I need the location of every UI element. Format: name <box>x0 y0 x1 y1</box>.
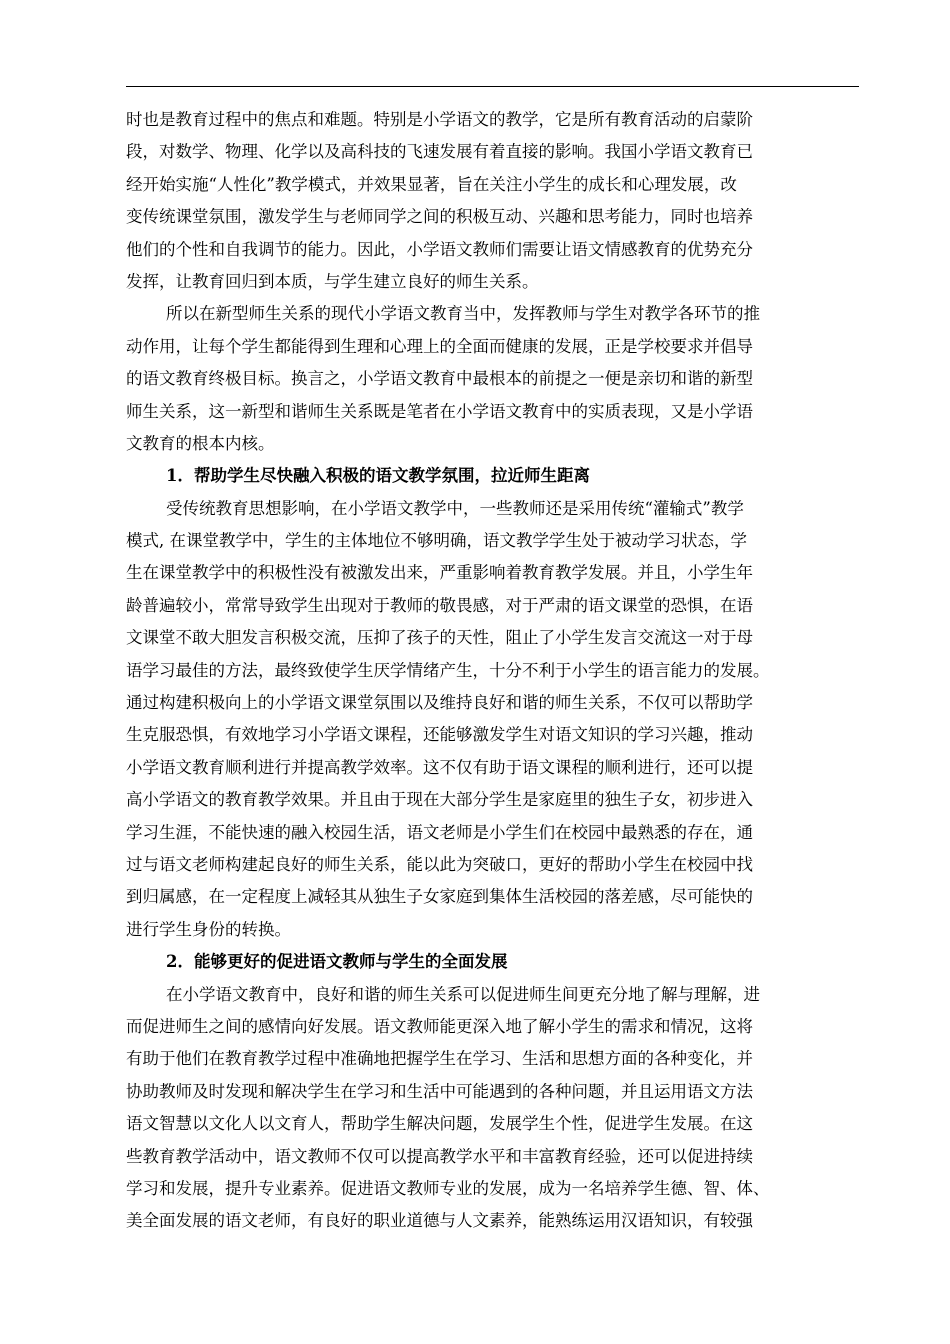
paragraph-2 <box>126 298 859 460</box>
text-line: 段，对数学、物理、化学以及高科技的飞速发展有着直接的影响。我国小学语文教育已 <box>126 142 753 162</box>
text-line: 模式, 在课堂教学中，学生的主体地位不够明确，语文教学学生处于被动学习状态，学 <box>126 531 747 551</box>
text-line: 师生关系，这一新型和谐师生关系既是笔者在小学语文教育中的实质表现，又是小学语 <box>126 401 753 421</box>
text-line: 而促进师生之间的感情向好发展。语文教师能更深入地了解小学生的需求和情况，这将 <box>126 1016 753 1036</box>
text-line: 协助教师及时发现和解决学生在学习和生活中可能遇到的各种问题，并且运用语文方法 <box>126 1081 753 1101</box>
text-line: 美全面发展的语文老师，有良好的职业道德与人文素养，能熟练运用汉语知识，有较强 <box>126 1211 753 1231</box>
section-heading-text: 1．帮助学生尽快融入积极的语文教学氛围，拉近师生距离 <box>166 466 590 486</box>
paragraph-1 <box>126 104 859 298</box>
text-line: 些教育教学活动中，语文教师不仅可以提高教学水平和丰富教育经验，还可以促进持续 <box>126 1146 753 1166</box>
text-line: 生在课堂教学中的积极性没有被激发出来，严重影响着教育教学发展。并且，小学生年 <box>126 563 753 583</box>
document-body <box>126 104 859 1238</box>
text-line: 学习生涯，不能快速的融入校园生活，语文老师是小学生们在校园中最熟悉的存在，通 <box>126 822 753 842</box>
text-line: 在小学语文教育中，良好和谐的师生关系可以促进师生间更充分地了解与理解，进 <box>166 984 760 1004</box>
text-line: 过与语文老师构建起良好的师生关系，能以此为突破口，更好的帮助小学生在校园中找 <box>126 854 753 874</box>
text-line: 小学语文教育顺利进行并提高教学效率。这不仅有助于语文课程的顺利进行，还可以提 <box>126 757 753 777</box>
text-line: 语学习最佳的方法，最终致使学生厌学情绪产生，十分不利于小学生的语言能力的发展。 <box>126 660 770 680</box>
section-heading-1 <box>126 460 859 492</box>
text-line: 动作用，让每个学生都能得到生理和心理上的全面而健康的发展，正是学校要求并倡导 <box>126 336 753 356</box>
text-line: 时也是教育过程中的焦点和难题。特别是小学语文的教学，它是所有教育活动的启蒙阶 <box>126 110 753 129</box>
text-line: 经开始实施“人性化”教学模式，并效果显著，旨在关注小学生的成长和心理发展，改 <box>126 174 737 194</box>
text-line: 通过构建积极向上的小学语文课堂氛围以及维持良好和谐的师生关系，不仅可以帮助学 <box>126 693 753 713</box>
text-line: 进行学生身份的转换。 <box>126 919 291 939</box>
text-line: 的语文教育终极目标。换言之，小学语文教育中最根本的前提之一便是亲切和谐的新型 <box>126 369 753 389</box>
text-line: 生克服恐惧，有效地学习小学语文课程，还能够激发学生对语文知识的学习兴趣，推动 <box>126 725 753 745</box>
text-line: 语文智慧以文化人以文育人，帮助学生解决问题，发展学生个性，促进学生发展。在这 <box>126 1114 753 1134</box>
text-line: 发挥，让教育回归到本质，与学生建立良好的师生关系。 <box>126 271 539 291</box>
text-line: 文教育的根本内核。 <box>126 433 275 453</box>
text-line: 龄普遍较小，常常导致学生出现对于教师的敬畏感，对于严肃的语文课堂的恐惧，在语 <box>126 595 753 615</box>
section-heading-2 <box>126 946 859 978</box>
text-line: 所以在新型师生关系的现代小学语文教育当中，发挥教师与学生对教学各环节的推 <box>166 304 760 324</box>
text-line: 有助于他们在教育教学过程中准确地把握学生在学习、生活和思想方面的各种变化，并 <box>126 1049 753 1069</box>
text-line: 变传统课堂氛围，激发学生与老师同学之间的积极互动、兴趣和思考能力，同时也培养 <box>126 207 753 227</box>
paragraph-3 <box>126 493 859 946</box>
text-line: 到归属感，在一定程度上减轻其从独生子女家庭到集体生活校园的落差感，尽可能快的 <box>126 887 753 907</box>
text-line: 高小学语文的教育教学效果。并且由于现在大部分学生是家庭里的独生子女，初步进入 <box>126 790 753 810</box>
header-rule <box>126 86 859 87</box>
section-heading-text: 2．能够更好的促进语文教师与学生的全面发展 <box>166 952 508 972</box>
text-line: 他们的个性和自我调节的能力。因此，小学语文教师们需要让语文情感教育的优势充分 <box>126 239 753 259</box>
paragraph-4 <box>126 979 859 1238</box>
text-line: 受传统教育思想影响，在小学语文教学中，一些教师还是采用传统“灌输式”教学 <box>166 498 744 518</box>
text-line: 文课堂不敢大胆发言积极交流，压抑了孩子的天性，阻止了小学生发言交流这一对于母 <box>126 628 753 648</box>
text-line: 学习和发展，提升专业素养。促进语文教师专业的发展，成为一名培养学生德、智、体、 <box>126 1178 770 1198</box>
